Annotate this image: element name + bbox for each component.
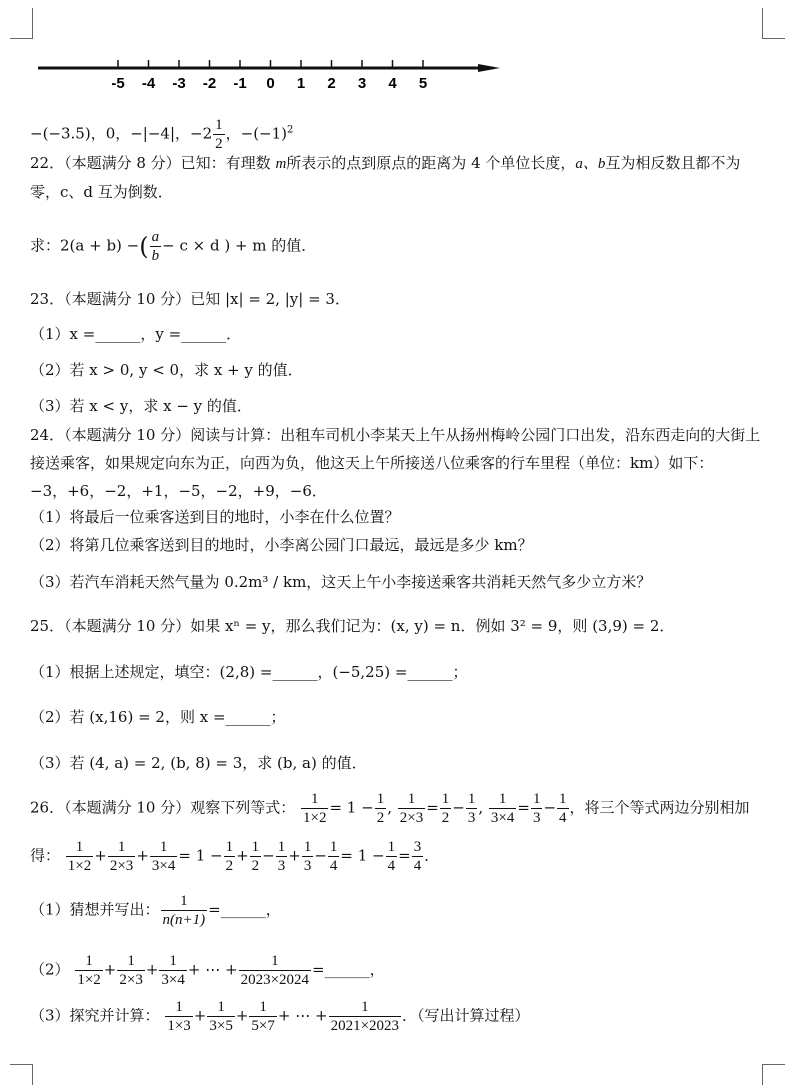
q23-sub1: （1）x =______，y =______． [30, 325, 242, 343]
q24-sub1: （1）将最后一位乘客送到目的地时，小李在什么位置？ [30, 508, 400, 526]
tick-label: 2 [327, 75, 336, 92]
q22-line2: 零，c、d 互为倒数． [30, 183, 173, 201]
q26-sub3: （3）探究并计算： $\frac{1}{1\times 3}$ + $\frac{1}{3\times 5}$ + $\frac{1}{5\times 7}$ + ⋯ + $\frac{1}{2021\times 2023}$ ．（写出计算过程） [30, 999, 530, 1034]
q23-sub3: （3）若 x < y，求 x − y 的值． [30, 397, 252, 415]
tick-label: 4 [388, 75, 397, 92]
q24-line2: 接送乘客，如果规定向东为正，向西为负，他这天上午所接送八位乘客的行车里程（单位：km）如下： [30, 454, 714, 472]
q25-sub1: （1）根据上述规定，填空：(2,8) =______，(−5,25) =______； [30, 663, 468, 681]
tick-label: -1 [233, 75, 247, 92]
tick-label: 5 [418, 75, 428, 92]
q25-head: 25．（本题满分 10 分）如果 xⁿ = y，那么我们记为：(x, y) = n．例如 3² = 9，则 (3,9) = 2． [30, 617, 675, 635]
q21-list: −(−3.5)，0，−|−4|，−2 $\frac{1}{2}$ ，$-(-1)^2$ [30, 117, 294, 152]
q24-data: −3，+6，−2，+1，−5，−2，+9，−6． [30, 482, 327, 500]
q26-sub2: （2） $\frac{1}{1\times 2}$ + $\frac{1}{2\times 3}$ + $\frac{1}{3\times 4}$ + ⋯ + $\frac{1}{2023\times 2024}$ =______， [30, 953, 385, 988]
corner-mark [762, 1064, 785, 1085]
corner-mark [762, 8, 785, 39]
tick-label: -4 [141, 75, 156, 92]
tick-label: 0 [266, 75, 275, 92]
q25-sub3: （3）若 (4, a) = 2, (b, 8) = 3，求 (b, a) 的值． [30, 754, 367, 772]
corner-mark [10, 8, 33, 39]
tick-label: -5 [111, 75, 125, 92]
tick-label: 3 [357, 75, 367, 92]
q24-sub3: （3）若汽车消耗天然气量为 0.2m³ / km，这天上午小李接送乘客共消耗天然气多少立方米？ [30, 573, 652, 591]
q26-sum: 得： $\frac{1}{1\times 2}$ + $\frac{1}{2\times 3}$ + $\frac{1}{3\times 4}$ = 1 − $\frac{1}{2}$ + $\frac{1}{2}$ − $\frac{1}{3}$ + $\frac{1}{3}$ − $\frac{1}{4}$ = 1 − $\frac{1}{4}$ = $\frac{3}{4}$ ． [30, 839, 440, 874]
q22-line1: 22．（本题满分 8 分）已知：有理数 m所表示的点到原点的距离为 4 个单位长度，a、b互为相反数且都不为 [30, 154, 741, 172]
q22-ask: 求：2(a + b) −( $\frac{a}{b}$ − c × d ) + m 的值． [30, 229, 317, 264]
tick-label: 1 [296, 75, 306, 92]
q25-sub2: （2）若 (x,16) = 2，则 x =______； [30, 708, 286, 726]
q26-head: 26．（本题满分 10 分）观察下列等式： $\frac{1}{1\times 2}$ = 1 − $\frac{1}{2}$ , $\frac{1}{2\times 3}$ = $\frac{1}{2}$ − $\frac{1}{3}$ , $\frac{1}{3\times 4}$ = $\frac{1}{3}$ − $\frac{1}{4}$ ，将三个等式两边分别相加 [30, 791, 750, 826]
q26-sub1: （1）猜想并写出： $\frac{1}{n(n+1)}$ =______， [30, 893, 281, 928]
corner-mark [10, 1064, 33, 1085]
q23-head: 23．（本题满分 10 分）已知 |x| = 2, |y| = 3． [30, 290, 350, 308]
q23-sub2: （2）若 x > 0, y < 0，求 x + y 的值． [30, 361, 303, 379]
q24-line1: 24．（本题满分 10 分）阅读与计算：出租车司机小李某天上午从扬州梅岭公园门口出发，沿东西走向的大街上 [30, 426, 761, 444]
number-line [38, 52, 508, 96]
tick-label: -2 [202, 75, 217, 92]
tick-label: -3 [172, 75, 186, 92]
q24-sub2: （2）将第几位乘客送到目的地时，小李离公园门口最远，最远是多少 km？ [30, 536, 533, 554]
